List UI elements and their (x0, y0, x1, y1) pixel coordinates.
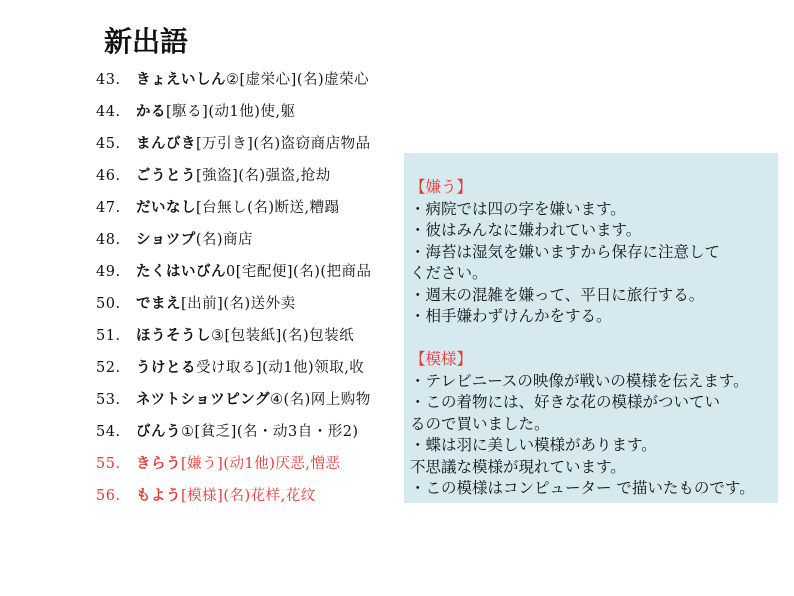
page-title: 新出語 (104, 25, 189, 58)
vocab-number: 47. (96, 200, 121, 216)
vocab-detail: [嫌う](动1他)厌恶,憎恶 (181, 456, 341, 472)
vocab-detail: [模様](名)花样,花纹 (181, 488, 316, 504)
vocab-reading: きらう (136, 456, 181, 472)
example-sentence: ・相手嫌わずけんかをする。 (410, 307, 612, 325)
vocab-reading: ショツプ (136, 232, 196, 248)
vocab-number: 51. (96, 328, 121, 344)
vocab-reading: うけとる (136, 360, 196, 376)
example-sentence: ・テレビニースの映像が戦いの模様を伝えます。 (410, 371, 749, 390)
vocab-number: 49. (96, 264, 121, 280)
vocab-reading: でまえ (136, 296, 181, 312)
vocab-number: 44. (96, 104, 121, 120)
vocab-item-52 (96, 358, 364, 378)
vocab-detail: ①[貧乏](名・动3自・形2) (181, 424, 359, 440)
example-sentence: ・蝶は羽に美しい模様があります。 (410, 436, 657, 454)
example-sentence: ・この着物には、好きな花の模様がついてい (410, 393, 721, 411)
vocab-reading: たくはいびん (136, 264, 226, 280)
vocab-detail: 受け取る](动1他)领取,收 (196, 360, 365, 376)
vocab-detail: 0[宅配便](名)(把商品 (226, 264, 372, 280)
vocab-reading: もよう (136, 488, 181, 504)
vocab-number: 48. (96, 232, 121, 248)
vocab-detail: [強盗](名)强盗,抢劫 (196, 168, 331, 184)
vocab-detail: [出前](名)送外卖 (181, 296, 296, 312)
example-sentence: ・海苔は湿気を嫌いますから保存に注意して (410, 242, 721, 261)
vocab-item-55 (96, 454, 340, 474)
vocab-number: 54. (96, 424, 121, 440)
vocab-item-44 (96, 102, 295, 122)
example-sentence: ・彼はみんなに嫌われています。 (410, 221, 642, 239)
vocab-item-56 (96, 486, 316, 506)
example-sentence: るので買いました。 (410, 414, 550, 433)
vocab-reading: かる (136, 104, 166, 120)
vocab-reading: ほうそうし (136, 328, 211, 344)
section-heading-kirau: 【嫌う】 (410, 178, 473, 196)
vocab-number: 43. (96, 72, 121, 88)
example-sentence: ください。 (410, 264, 488, 282)
section-spacer (410, 328, 778, 350)
vocab-detail: [台無し(名)断送,糟蹋 (196, 200, 340, 216)
vocab-item-50 (96, 294, 296, 314)
vocab-reading: ごうとう (136, 168, 196, 184)
vocab-number: 56. (96, 488, 121, 504)
section-heading-moyou: 【模様】 (410, 350, 473, 368)
vocab-item-46 (96, 166, 331, 186)
vocab-reading: ネツトショツピング (136, 392, 270, 408)
vocab-number: 52. (96, 360, 121, 376)
vocab-item-47 (96, 198, 340, 218)
vocab-detail: (名)商店 (195, 232, 254, 248)
vocab-reading: びんう (136, 424, 181, 440)
vocab-item-48 (96, 230, 253, 250)
vocab-item-49 (96, 262, 372, 282)
vocab-reading: だいなし (136, 200, 196, 216)
example-sentence: ・病院では四の字を嫌います。 (410, 199, 626, 218)
example-sentence: ・この模様はコンピューター で描いたものです。 (410, 479, 755, 497)
vocab-detail: ③[包装紙](名)包装纸 (211, 328, 355, 344)
vocab-detail: [万引き](名)盗窃商店物品 (196, 136, 371, 152)
vocab-detail: ④(名)网上购物 (269, 392, 371, 408)
vocab-item-54 (96, 422, 359, 442)
vocab-reading: きょえいしん (136, 72, 226, 88)
vocab-item-43 (96, 70, 369, 90)
vocab-number: 46. (96, 168, 121, 184)
vocab-reading: まんびき (136, 136, 196, 152)
vocab-item-53 (96, 390, 371, 410)
example-sentence: 不思議な模様が現れています。 (410, 457, 626, 476)
vocab-number: 45. (96, 136, 121, 152)
vocab-number: 55. (96, 456, 121, 472)
vocab-item-51 (96, 326, 354, 346)
example-sentences-popup (404, 153, 778, 503)
example-sentence: ・週末の混雑を嫌って、平日に旅行する。 (410, 285, 705, 304)
vocab-item-45 (96, 134, 371, 154)
vocab-number: 53. (96, 392, 121, 408)
vocab-detail: ②[虚栄心](名)虚荣心 (226, 72, 370, 88)
vocab-number: 50. (96, 296, 121, 312)
vocab-detail: [駆る](动1他)使,躯 (166, 104, 296, 120)
